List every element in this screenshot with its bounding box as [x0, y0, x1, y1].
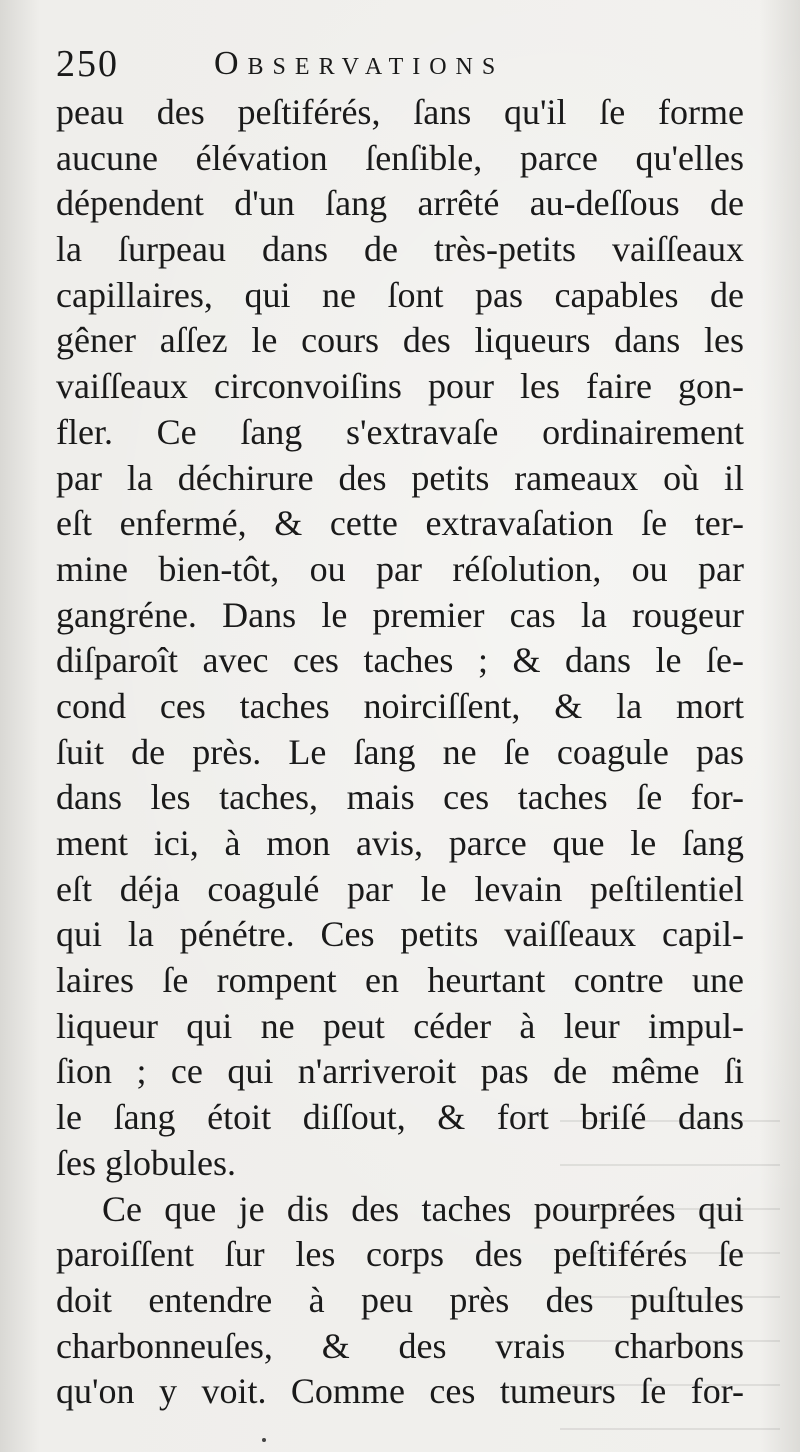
- text-line: gêner aſſez le cours des liqueurs dans les: [56, 320, 744, 361]
- text-line: ment ici, à mon avis, parce que le ſang: [56, 823, 744, 863]
- text-line: ſuit de près. Le ſang ne ſe coagule pas: [56, 731, 744, 772]
- text-line: gangréne. Dans le premier cas la rougeur: [56, 594, 744, 635]
- text-line: mine bien-tôt, ou par réſolution, ou par: [56, 548, 744, 589]
- text-line: qu'on y voit. Comme ces tumeurs ſe for-: [56, 1371, 744, 1412]
- page-header: [56, 38, 756, 90]
- text-line: vaiſſeaux circonvoiſins pour les faire gon-: [56, 366, 744, 407]
- text-line: la ſurpeau dans de très-petits vaiſſeaux: [56, 229, 744, 270]
- text-line: paroiſſent ſur les corps des peſtiférés ſe: [56, 1234, 744, 1275]
- ink-speck: [262, 1438, 266, 1442]
- text-line: aucune élévation ſenſible, parce qu'elles: [56, 137, 744, 178]
- page-number: 250: [56, 43, 119, 85]
- paragraph-2: [56, 1187, 744, 1415]
- text-line: capillaires, qui ne ſont pas capables de: [56, 274, 744, 315]
- text-line: eſt déja coagulé par le levain peſtilentiel: [56, 868, 744, 909]
- text-line: fler. Ce ſang s'extravaſe ordinairement: [56, 411, 744, 452]
- paragraph-1: [56, 90, 744, 1187]
- text-line: Ce que je dis des taches pourprées qui: [102, 1188, 744, 1229]
- running-head: Observations: [214, 45, 505, 82]
- body-text: [56, 90, 744, 1415]
- text-line: dépendent d'un ſang arrêté au-deſſous de: [56, 183, 744, 224]
- text-line: eſt enfermé, & cette extravaſation ſe ter-: [56, 503, 744, 544]
- text-line: charbonneuſes, & des vrais charbons: [56, 1325, 744, 1366]
- text-line: qui la pénétre. Ces petits vaiſſeaux capil-: [56, 914, 744, 955]
- text-line: peau des peſtiférés, ſans qu'il ſe forme: [56, 92, 744, 132]
- text-line: diſparoît avec ces taches ; & dans le ſe-: [56, 640, 744, 681]
- text-line: cond ces taches noirciſſent, & la mort: [56, 685, 744, 726]
- text-line: laires ſe rompent en heurtant contre une: [56, 960, 744, 1001]
- text-line: ſion ; ce qui n'arriveroit pas de même ſi: [56, 1051, 744, 1092]
- text-line: ſes globules.: [56, 1142, 236, 1183]
- text-line: dans les taches, mais ces taches ſe for-: [56, 777, 744, 818]
- text-line: doit entendre à peu près des puſtules: [56, 1279, 744, 1320]
- text-line: liqueur qui ne peut céder à leur impul-: [56, 1005, 744, 1046]
- text-line: par la déchirure des petits rameaux où il: [56, 457, 744, 498]
- text-line: le ſang étoit diſſout, & fort briſé dans: [56, 1097, 744, 1138]
